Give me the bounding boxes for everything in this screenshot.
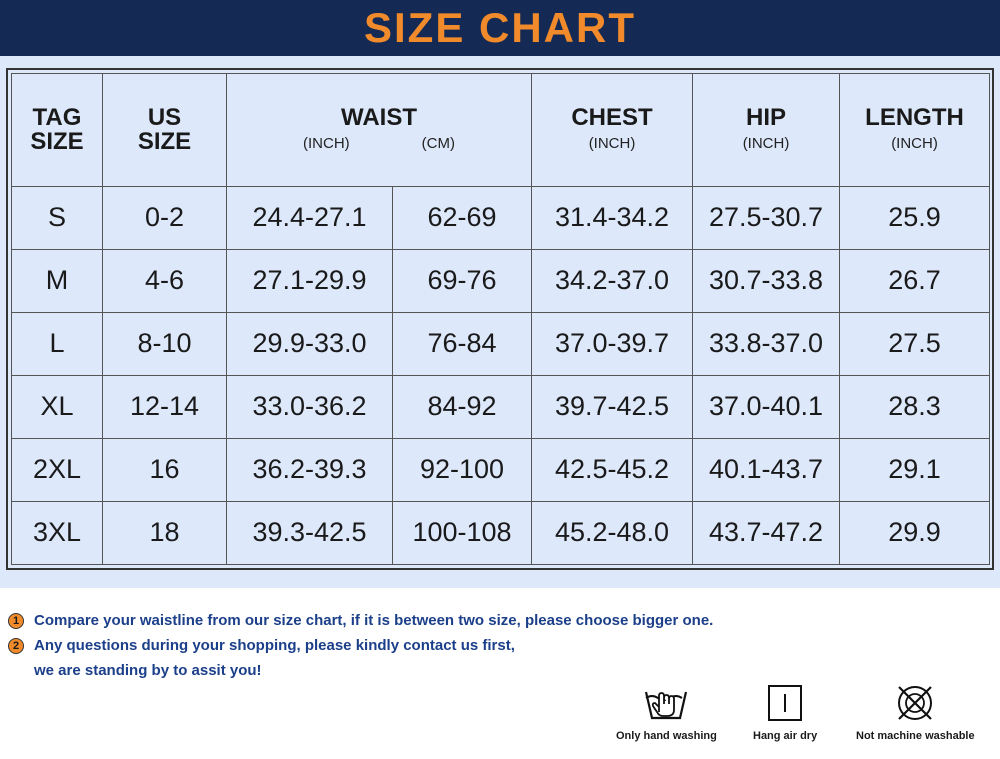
length-cell: 27.5 <box>840 312 990 375</box>
waist-inch-cell: 27.1-29.9 <box>227 249 393 312</box>
length-cell: 28.3 <box>840 375 990 438</box>
length-unit: (INCH) <box>891 134 938 152</box>
header-banner <box>0 0 1000 56</box>
waist-cm-cell: 92-100 <box>393 438 532 501</box>
length-label: LENGTH <box>865 103 964 131</box>
us-size-cell: 8-10 <box>103 312 227 375</box>
note-2-continued <box>34 662 262 679</box>
hip-cell: 37.0-40.1 <box>693 375 840 438</box>
waist-inch-cell: 36.2-39.3 <box>227 438 393 501</box>
hip-cell: 33.8-37.0 <box>693 312 840 375</box>
note-text: we are standing by to assit you! <box>34 662 262 679</box>
tag-size-cell: S <box>12 186 103 249</box>
waist-inch-cell: 33.0-36.2 <box>227 375 393 438</box>
note-number-badge: 2 <box>8 638 24 654</box>
header-tag-size <box>12 74 103 187</box>
tag-size-label: TAG SIZE <box>30 103 84 155</box>
care-hang-dry <box>753 684 817 742</box>
length-cell: 25.9 <box>840 186 990 249</box>
us-size-cell: 0-2 <box>103 186 227 249</box>
hip-cell: 40.1-43.7 <box>693 438 840 501</box>
waist-inch-cell: 29.9-33.0 <box>227 312 393 375</box>
waist-cm-cell: 76-84 <box>393 312 532 375</box>
tag-size-cell: M <box>12 249 103 312</box>
waist-cm-unit: (CM) <box>421 134 455 152</box>
care-no-machine-wash <box>856 684 975 742</box>
us-size-label: US SIZE <box>137 103 192 155</box>
chest-unit: (INCH) <box>588 134 636 152</box>
waist-cm-cell: 62-69 <box>393 186 532 249</box>
table-row <box>12 186 990 249</box>
page-title: SIZE CHART <box>364 4 636 51</box>
size-table <box>11 73 990 565</box>
hip-cell: 43.7-47.2 <box>693 501 840 564</box>
chest-cell: 37.0-39.7 <box>532 312 693 375</box>
length-cell: 29.1 <box>840 438 990 501</box>
note-1 <box>8 612 713 629</box>
header-hip <box>693 74 840 187</box>
table-header-row <box>12 74 990 187</box>
note-number-badge: 1 <box>8 613 24 629</box>
chest-cell: 39.7-42.5 <box>532 375 693 438</box>
care-label: Hang air dry <box>753 730 818 742</box>
chest-label: CHEST <box>571 103 653 131</box>
header-chest <box>532 74 693 187</box>
chest-cell: 31.4-34.2 <box>532 186 693 249</box>
note-2 <box>8 637 515 654</box>
table-row <box>12 501 990 564</box>
length-cell: 26.7 <box>840 249 990 312</box>
care-label: Only hand washing <box>616 730 717 742</box>
waist-inch-unit: (INCH) <box>303 134 350 152</box>
us-size-cell: 4-6 <box>103 249 227 312</box>
us-size-cell: 16 <box>103 438 227 501</box>
us-size-cell: 12-14 <box>103 375 227 438</box>
hip-unit: (INCH) <box>742 134 790 152</box>
waist-cm-cell: 84-92 <box>393 375 532 438</box>
table-row <box>12 438 990 501</box>
care-label: Not machine washable <box>856 730 975 742</box>
note-text: Compare your waistline from our size chart, if it is between two size, please choose bigger one. <box>34 612 714 629</box>
header-waist <box>227 74 532 187</box>
tag-size-cell: L <box>12 312 103 375</box>
table-row <box>12 249 990 312</box>
hang-dry-icon <box>767 684 803 722</box>
table-row <box>12 312 990 375</box>
waist-inch-cell: 39.3-42.5 <box>227 501 393 564</box>
hip-label: HIP <box>746 103 787 131</box>
waist-cm-cell: 100-108 <box>393 501 532 564</box>
care-hand-wash <box>616 684 717 742</box>
table-row <box>12 375 990 438</box>
hip-cell: 27.5-30.7 <box>693 186 840 249</box>
tag-size-cell: 2XL <box>12 438 103 501</box>
waist-cm-cell: 69-76 <box>393 249 532 312</box>
us-size-cell: 18 <box>103 501 227 564</box>
tag-size-cell: XL <box>12 375 103 438</box>
header-length <box>840 74 990 187</box>
chest-cell: 42.5-45.2 <box>532 438 693 501</box>
no-machine-wash-icon <box>893 684 937 722</box>
note-text: Any questions during your shopping, please kindly contact us first, <box>34 637 515 654</box>
waist-inch-cell: 24.4-27.1 <box>227 186 393 249</box>
waist-label: WAIST <box>341 103 417 131</box>
length-cell: 29.9 <box>840 501 990 564</box>
tag-size-cell: 3XL <box>12 501 103 564</box>
hand-wash-icon <box>642 684 690 722</box>
header-us-size <box>103 74 227 187</box>
chest-cell: 45.2-48.0 <box>532 501 693 564</box>
hip-cell: 30.7-33.8 <box>693 249 840 312</box>
chest-cell: 34.2-37.0 <box>532 249 693 312</box>
